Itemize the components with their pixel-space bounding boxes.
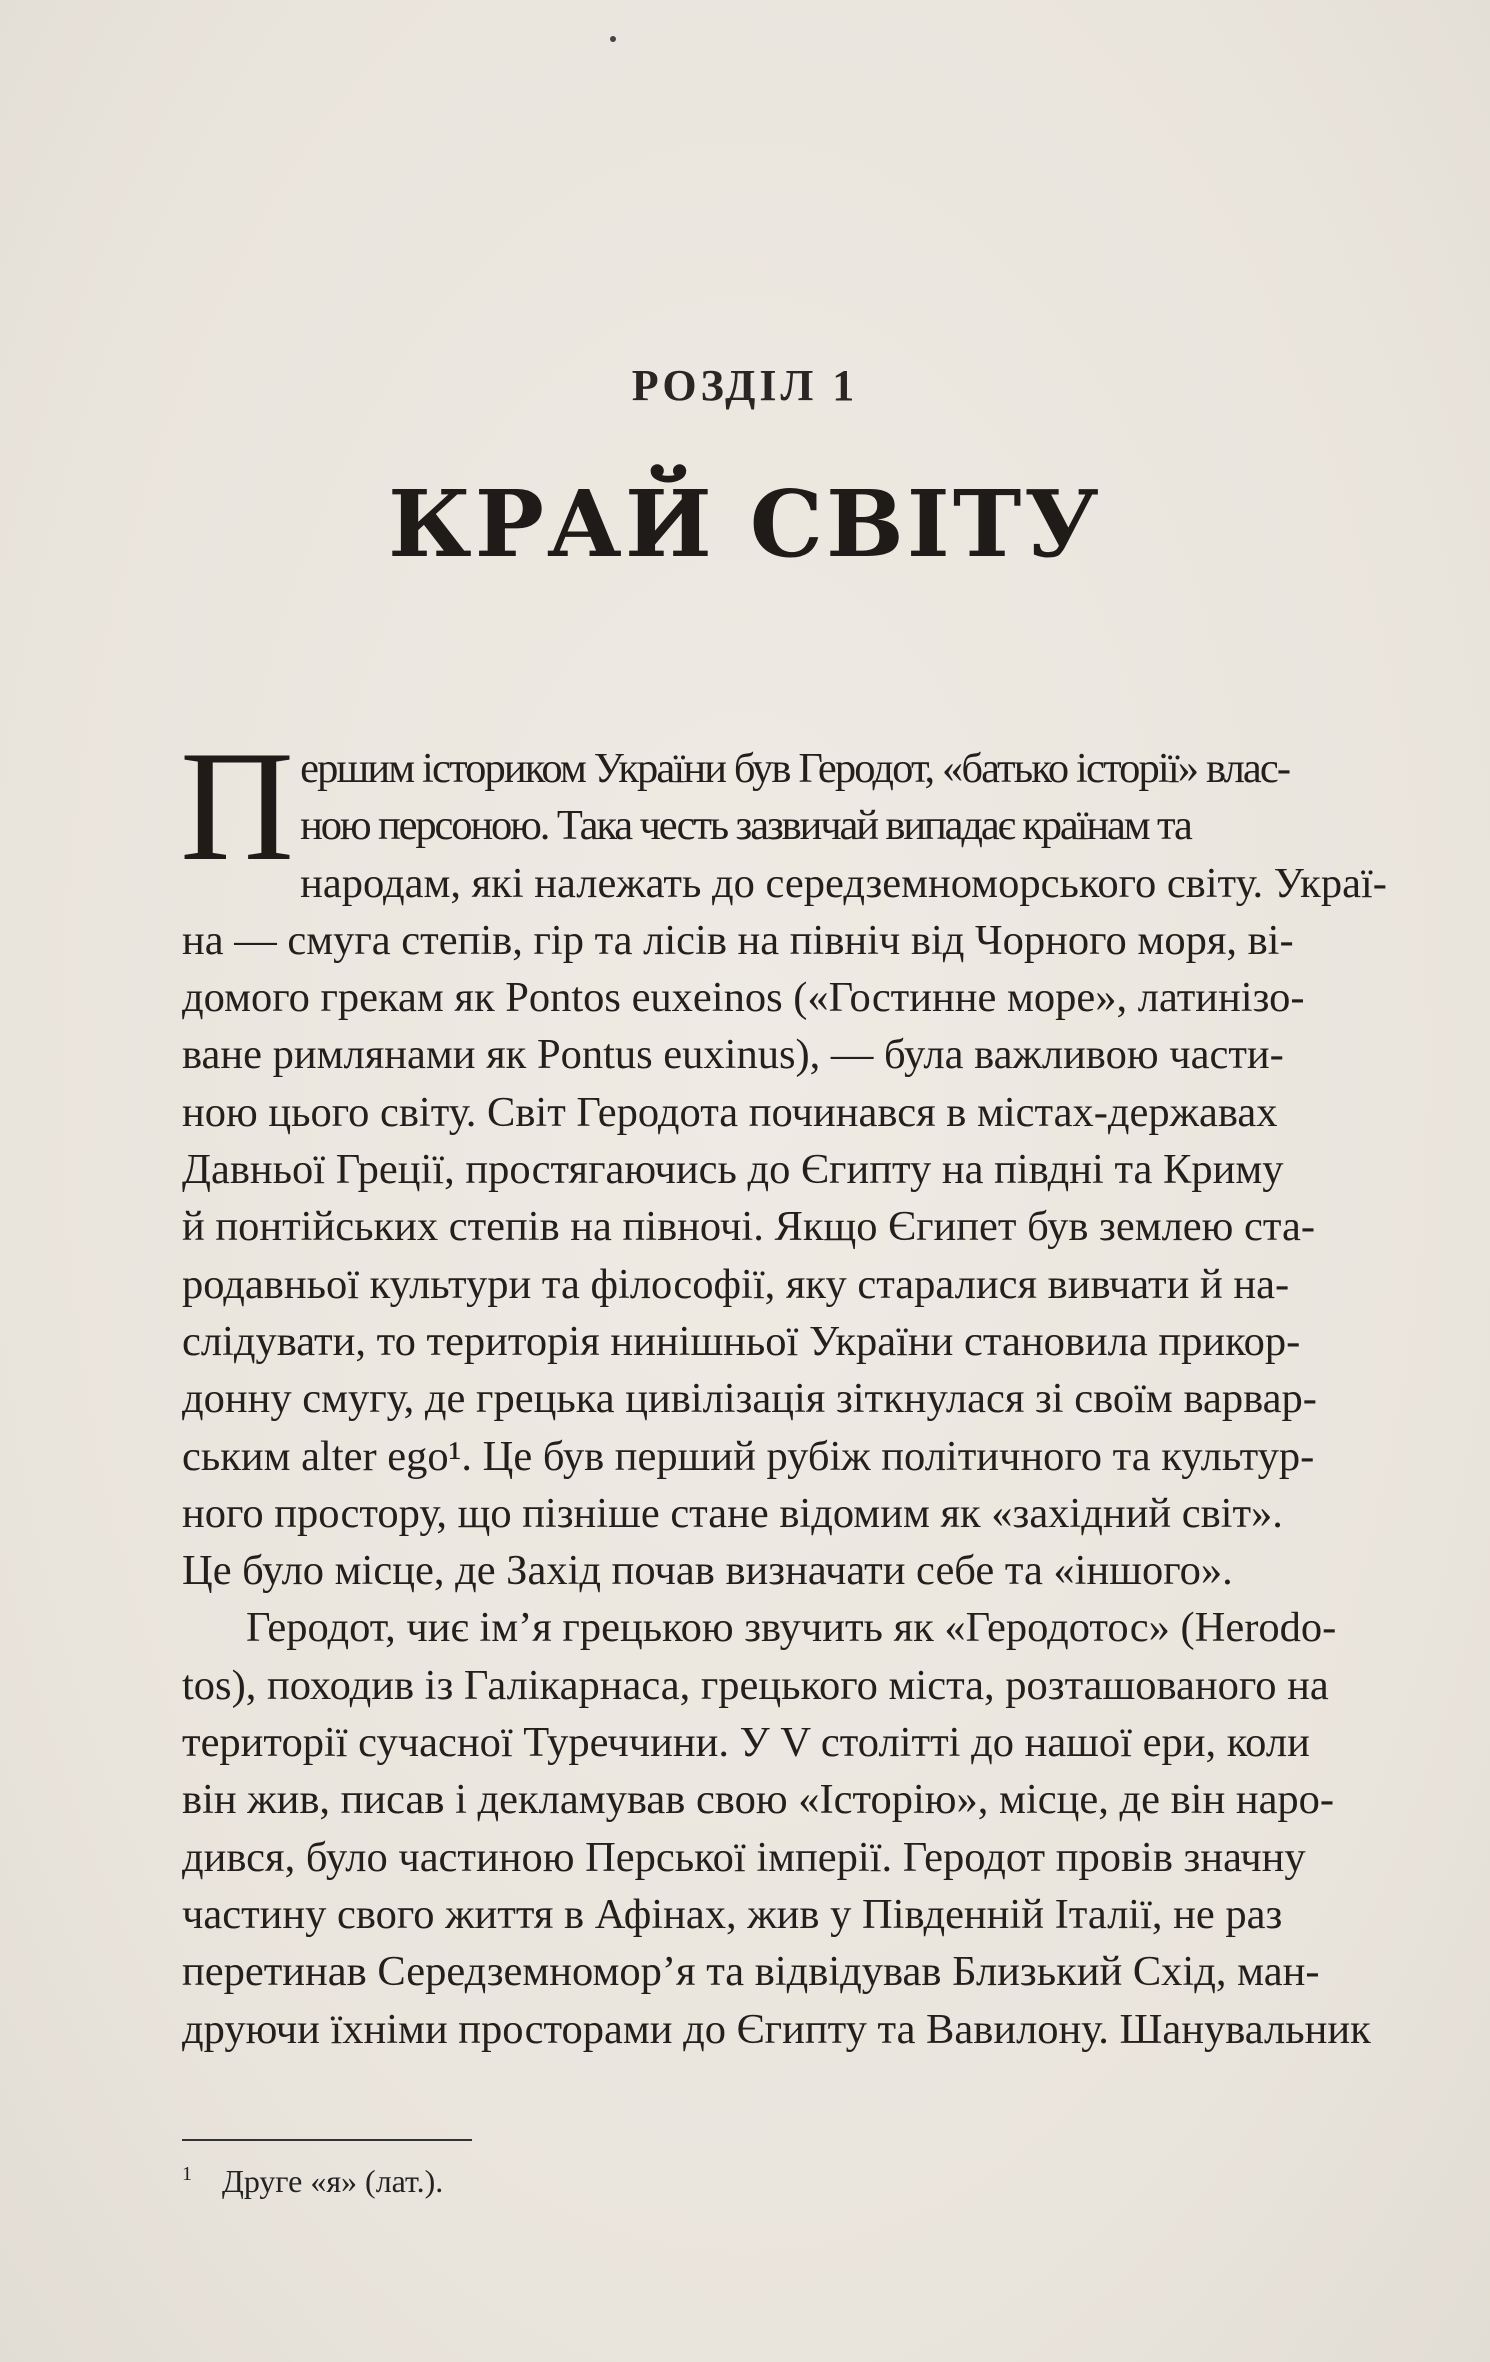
chapter-title: КРАЙ СВІТУ <box>388 470 1102 578</box>
text-line: Це було місце, де Захід почав визначати себе та «іншого». <box>182 1547 1233 1595</box>
text-line: ване римлянами як Pontus euxinus), — була важливою части- <box>182 1031 1284 1079</box>
page-speck <box>610 36 616 42</box>
text-line: ершим істориком України був Геродот, «батько історії» влас- <box>300 745 1290 792</box>
text-line: він жив, писав і декламував свою «Історію», місце, де він наро- <box>182 1776 1335 1824</box>
text-line: ною цього світу. Світ Геродота починався в містах-державах <box>182 1088 1278 1136</box>
text-line: на — смуга степів, гір та лісів на північ від Чорного моря, ві- <box>182 916 1294 964</box>
footnote-mark: 1 <box>182 2163 192 2185</box>
text-line: друючи їхніми просторами до Єгипту та Вавилону. Шанувальник <box>182 2005 1371 2053</box>
footnote <box>182 2163 443 2200</box>
text-line: дився, було частиною Перської імперії. Геродот провів значну <box>182 1833 1306 1881</box>
text-line: tos), походив із Галікарнаса, грецького міста, розташованого на <box>182 1661 1329 1709</box>
text-line: родавньої культури та філософії, яку старалися вивчати й на- <box>182 1260 1290 1308</box>
body-text <box>180 719 1410 2058</box>
footnote-rule <box>182 2139 472 2141</box>
paragraph-1 <box>180 719 1410 1599</box>
drop-cap: П <box>180 719 295 894</box>
footnote-text: Друге «я» (лат.). <box>222 2163 444 2199</box>
text-line: слідувати, то територія нинішньої України становила прикор- <box>182 1317 1301 1365</box>
text-line: народам, які належать до середземноморського світу. Украї- <box>300 859 1387 907</box>
text-line: Геродот, чиє ім’я грецькою звучить як «Геродотос» (Herodo- <box>246 1604 1337 1652</box>
text-line: ським alter ego¹. Це був перший рубіж політичного та культур- <box>182 1432 1315 1480</box>
paragraph-2 <box>182 1599 1410 2057</box>
text-line: території сучасної Туреччини. У V столітті до нашої ери, коли <box>182 1719 1310 1767</box>
text-line: ного простору, що пізніше стане відомим як «західний світ». <box>182 1489 1283 1537</box>
text-line: перетинав Середземномор’я та відвідував Близький Схід, ман- <box>182 1948 1320 1996</box>
text-line: донну смугу, де грецька цивілізація зіткнулася зі своїм варвар- <box>182 1375 1317 1423</box>
text-line: Давньої Греції, простягаючись до Єгипту на півдні та Криму <box>182 1146 1284 1194</box>
text-line: частину свого життя в Афінах, жив у Південній Італії, не раз <box>182 1890 1283 1938</box>
text-line: домого грекам як Pontos euxeinos («Гостинне море», латинізо- <box>182 974 1305 1022</box>
chapter-label: РОЗДІЛ 1 <box>631 361 859 410</box>
text-line: ною персоною. Така честь зазвичай випадає країнам та <box>300 802 1191 850</box>
text-line: й понтійських степів на півночі. Якщо Єгипет був землею ста- <box>182 1203 1316 1251</box>
